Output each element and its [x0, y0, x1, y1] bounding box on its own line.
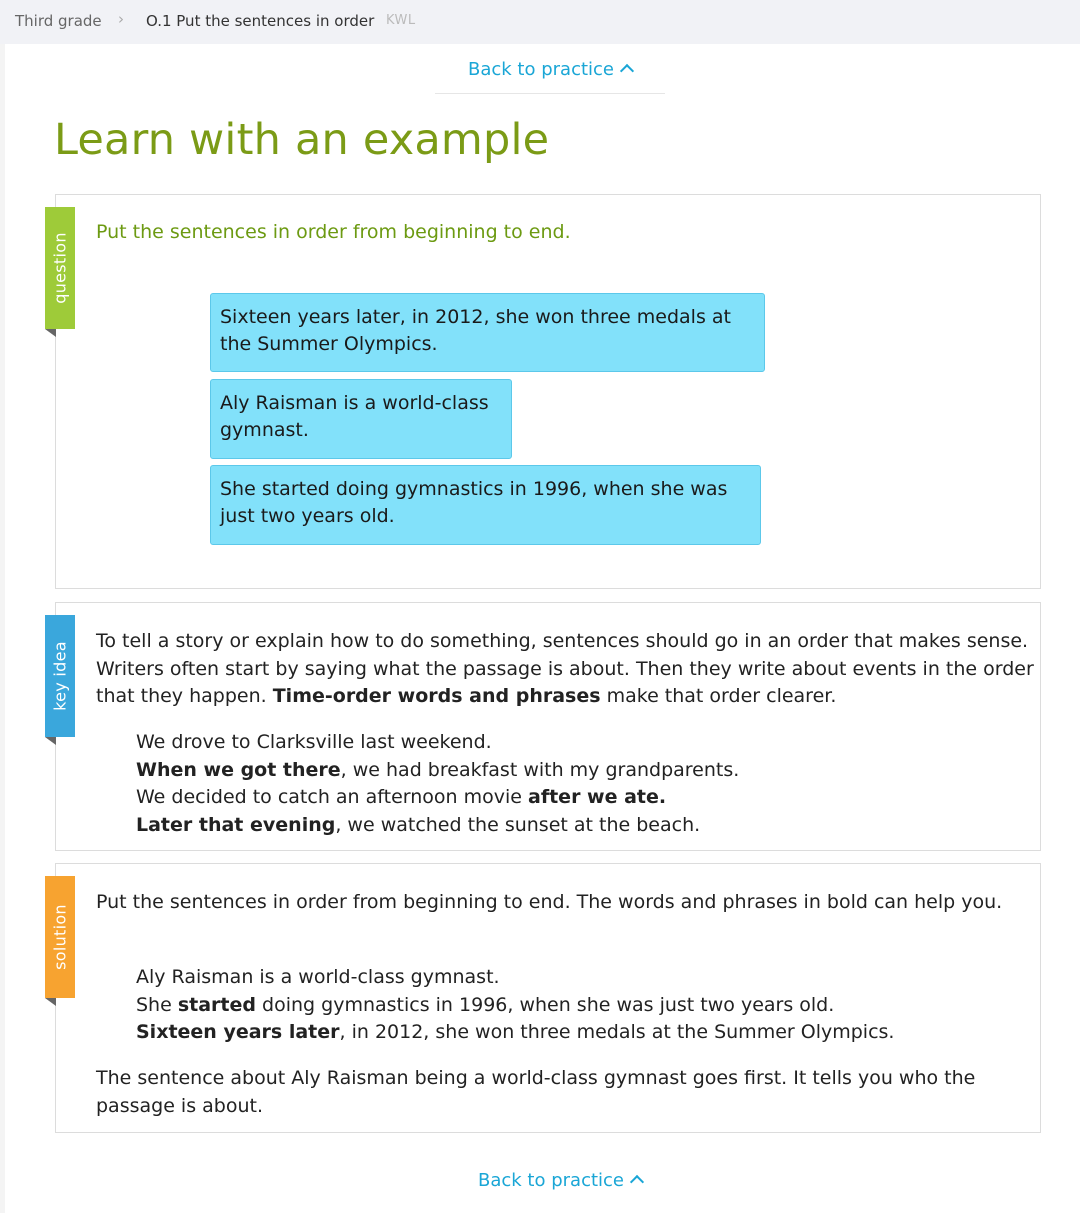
example-text: , we watched the sunset at the beach. — [335, 813, 701, 836]
example-line — [136, 812, 739, 840]
solution-line — [136, 992, 894, 1020]
breadcrumb-skill-title: O.1 Put the sentences in order — [146, 12, 375, 30]
example-bold: When we got there — [136, 758, 341, 781]
solution-bold: started — [177, 993, 256, 1016]
example-line — [136, 729, 739, 757]
key-idea-panel — [50, 602, 1041, 851]
key-idea-example — [136, 729, 739, 839]
key-idea-intro: To tell a story or explain how to do something, sentences should go in an order that makes sense. Writers often start by saying what the passage is about. Then they write about events in the order that they happen. — [96, 630, 1034, 707]
sentence-tile[interactable]: Aly Raisman is a world-class gymnast. — [210, 379, 512, 459]
question-prompt: Put the sentences in order from beginning to end. — [96, 221, 571, 243]
key-idea-tab-label: key idea — [50, 641, 70, 711]
breadcrumb-grade-link[interactable]: Third grade — [15, 12, 102, 30]
key-idea-tab — [45, 615, 75, 737]
solution-text: doing gymnastics in 1996, when she was just two years old. — [256, 993, 835, 1016]
example-text: We decided to catch an afternoon movie — [136, 786, 529, 808]
example-line — [136, 784, 739, 812]
example-bold: after we ate. — [528, 786, 667, 808]
solution-line — [136, 1019, 894, 1047]
question-tab — [45, 207, 75, 329]
solution-bold: Sixteen years later — [136, 1021, 340, 1043]
solution-tab — [45, 876, 75, 998]
back-to-practice-label: Back to practice — [468, 59, 614, 80]
breadcrumb-chevron-icon: › — [118, 10, 124, 28]
question-panel — [50, 194, 1041, 589]
solution-text: She — [136, 993, 178, 1016]
example-text: We drove to Clarksville last weekend. — [136, 731, 492, 753]
chevron-up-icon — [630, 1175, 644, 1189]
left-edge-shade — [0, 44, 5, 1213]
example-text: , we had breakfast with my grandparents. — [340, 758, 740, 781]
breadcrumb — [0, 0, 1080, 44]
chevron-up-icon — [620, 64, 634, 78]
solution-intro: Put the sentences in order from beginning to end. The words and phrases in bold can help you. — [96, 891, 1003, 913]
solution-tab-label: solution — [50, 904, 70, 970]
back-to-practice-link-bottom[interactable] — [445, 1170, 675, 1191]
example-bold: Later that evening — [136, 813, 336, 836]
solution-ordered-sentences — [136, 964, 894, 1047]
back-to-practice-label: Back to practice — [478, 1170, 624, 1191]
solution-text: Aly Raisman is a world-class gymnast. — [136, 966, 500, 988]
key-idea-intro-end: make that order clearer. — [600, 685, 837, 707]
skill-code-badge: KWL — [386, 13, 416, 28]
page-title: Learn with an example — [54, 115, 550, 165]
solution-line — [136, 964, 894, 992]
question-tab-label: question — [50, 232, 70, 304]
solution-conclusion: The sentence about Aly Raisman being a world-class gymnast goes first. It tells you who the passage is about. — [96, 1067, 976, 1117]
key-idea-explanation — [96, 628, 1036, 711]
sentence-tile[interactable]: She started doing gymnastics in 1996, when she was just two years old. — [210, 465, 761, 545]
key-idea-intro-bold: Time-order words and phrases — [272, 685, 601, 707]
example-line — [136, 757, 739, 785]
solution-text: , in 2012, she won three medals at the Summer Olympics. — [339, 1021, 895, 1043]
sentence-tile[interactable]: Sixteen years later, in 2012, she won three medals at the Summer Olympics. — [210, 293, 765, 372]
solution-panel — [50, 863, 1041, 1133]
back-to-practice-link-top[interactable] — [435, 59, 665, 94]
